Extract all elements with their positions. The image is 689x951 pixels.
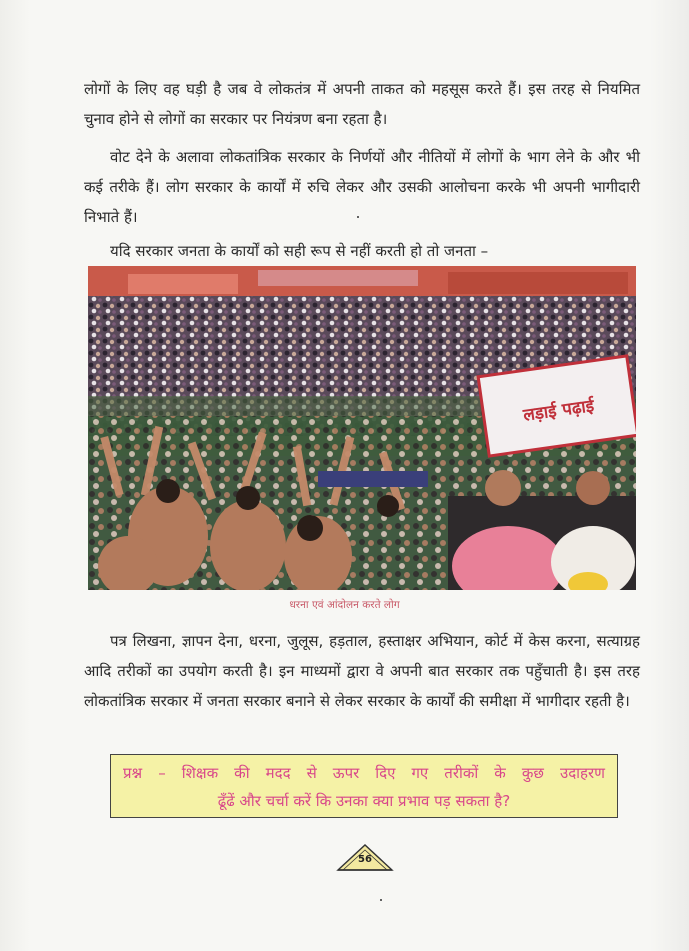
question-line-1: प्रश्न – शिक्षक की मदद से ऊपर दिए गए तरीकों के कुछ उदाहरण — [123, 764, 605, 782]
print-speck — [357, 216, 359, 218]
paragraph-if-government: यदि सरकार जनता के कार्यों को सही रूप से नहीं करती हो तो जनता – — [110, 242, 489, 260]
page-number: 56 — [358, 854, 372, 865]
print-speck — [380, 899, 382, 901]
photo-caption: धरना एवं आंदोलन करते लोग — [289, 599, 400, 611]
page-number-badge — [336, 842, 394, 872]
banner-text: लड़ाई पढ़ाई — [522, 396, 596, 426]
question-line-2: ढूँढें और चर्चा करें कि उनका क्या प्रभाव पड़ सकता है? — [217, 792, 511, 810]
paragraph-elections: लोगों के लिए वह घड़ी है जब वे लोकतंत्र में अपनी ताकत को महसूस करते हैं। इस तरह से नियमित चुनाव होने से लोगों का सरकार पर नियंत्रण बना रहता है। — [84, 80, 640, 128]
protest-photo — [88, 266, 636, 590]
paragraph-methods: पत्र लिखना, ज्ञापन देना, धरना, जुलूस, हड़ताल, हस्ताक्षर अभियान, कोर्ट में केस करना, सत्याग्रह आदि तरीकों का उपयोग करती है। इन माध्यमों द्वारा वे अपनी बात सरकार तक पहुँचाती है। इस तरह लोकतांत्रिक सरकार में जनता सरकार बनाने से लेकर सरकार के कार्यों की समीक्षा में भागीदार रहती है। — [84, 632, 640, 710]
paragraph-participation: वोट देने के अलावा लोकतांत्रिक सरकार के निर्णयों और नीतियों में लोगों के भाग लेने के और भी कई तरीके हैं। लोग सरकार के कार्यों में रुचि लेकर और उसकी आलोचना करके भी अपनी भागीदारी निभाते हैं। — [84, 148, 640, 226]
question-box — [110, 754, 618, 818]
